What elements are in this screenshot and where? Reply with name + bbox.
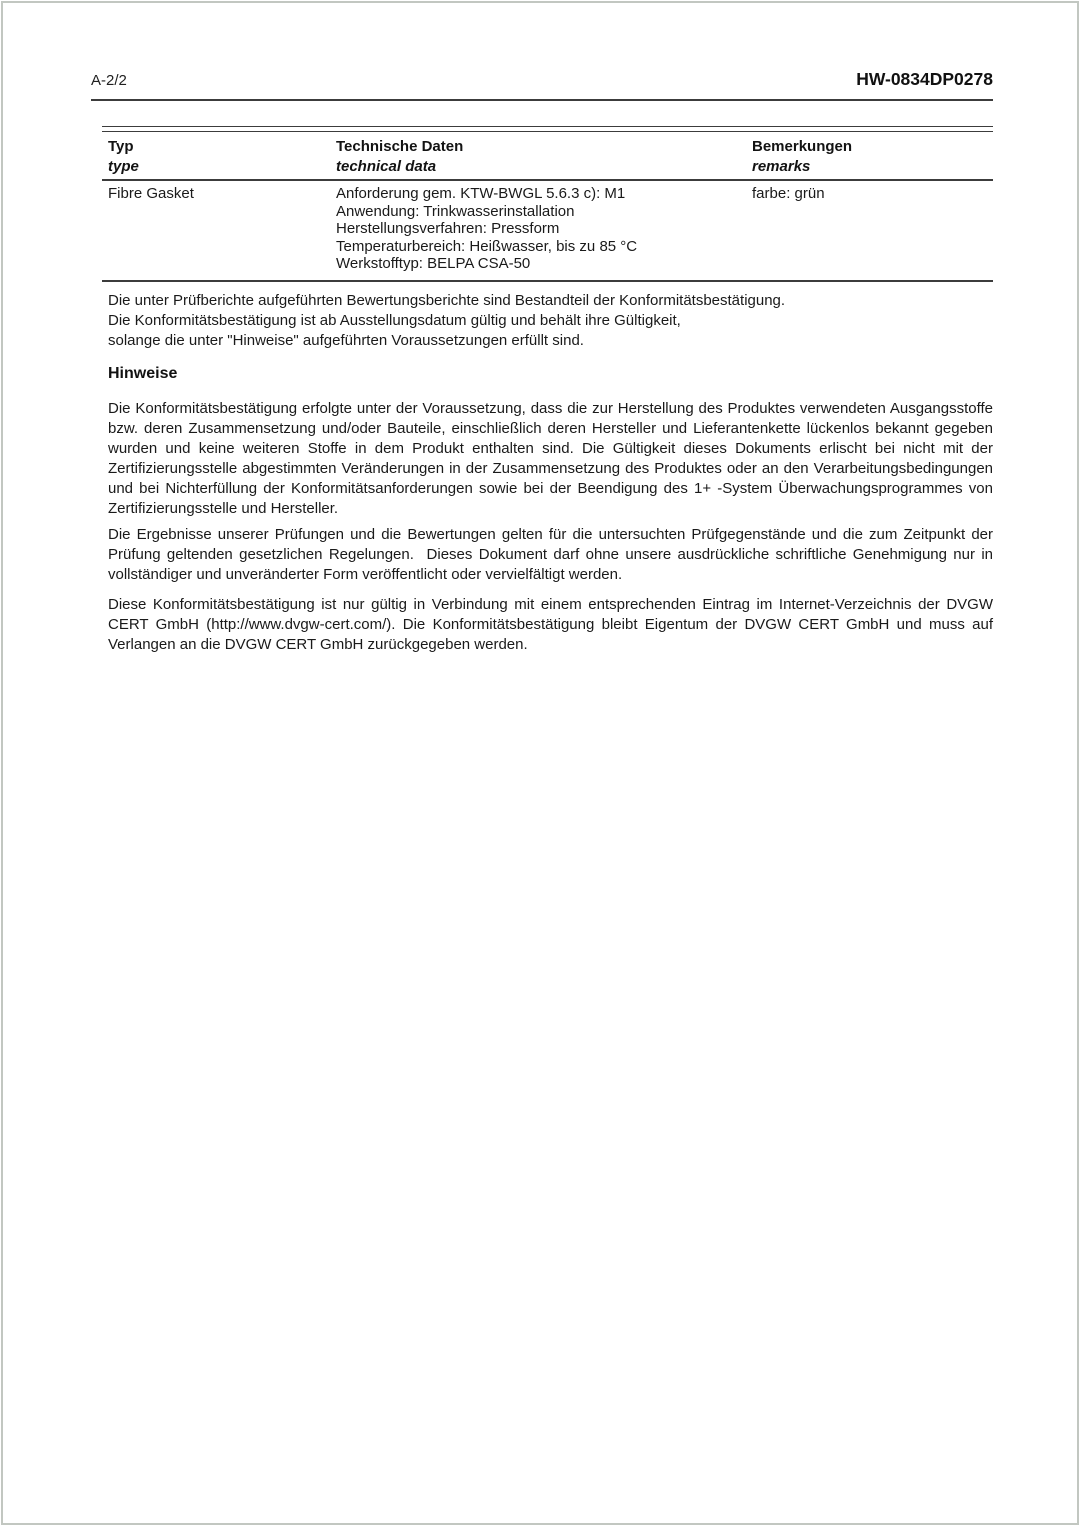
column-header-technical-data-en: technical data: [336, 158, 437, 175]
intro-line: solange die unter "Hinweise" aufgeführten Voraussetzungen erfüllt sind.: [108, 332, 584, 349]
intro-line: Die unter Prüfberichte aufgeführten Bewertungsberichte sind Bestandteil der Konformitätsbestätigung.: [108, 292, 786, 309]
spec-table: [102, 126, 993, 282]
document-number: HW-0834DP0278: [856, 69, 993, 89]
intro-paragraph: [108, 291, 993, 351]
column-header-type: [102, 132, 330, 179]
notes-heading: Hinweise: [108, 365, 178, 382]
technical-data-line: Werkstofftyp: BELPA CSA-50: [336, 255, 531, 272]
document-header: [91, 69, 993, 90]
header-rule: [91, 99, 993, 101]
column-header-type-de: Typ: [108, 138, 134, 155]
technical-data-line: Herstellungsverfahren: Pressform: [336, 220, 560, 237]
column-header-technical-data: [330, 132, 746, 179]
notes-paragraph-validity: Diese Konformitätsbestätigung ist nur gültig in Verbindung mit einem entsprechenden Eintrag im Internet-Verzeichnis der DVGW CERT GmbH (http://www.dvgw-cert.com/). Die Konformitätsbestätigung bleibt Eigentum der DVGW CERT GmbH und muss auf Verlangen an die DVGW CERT GmbH zurückgegeben werden.: [108, 596, 993, 653]
column-header-remarks-en: remarks: [752, 158, 811, 175]
table-row: [102, 181, 993, 280]
column-header-remarks: [746, 132, 993, 179]
table-bottom-rule: [102, 280, 993, 282]
cell-type: Fibre Gasket: [108, 185, 194, 202]
intro-line: Die Konformitätsbestätigung ist ab Ausstellungsdatum gültig und behält ihre Gültigkeit,: [108, 312, 681, 329]
column-header-type-en: type: [108, 158, 139, 175]
column-header-remarks-de: Bemerkungen: [752, 138, 853, 155]
column-header-technical-data-de: Technische Daten: [336, 138, 464, 155]
page-reference: A-2/2: [91, 72, 127, 89]
technical-data-line: Temperaturbereich: Heißwasser, bis zu 85 °C: [336, 237, 638, 255]
page-border: [1, 1, 1079, 1525]
notes-paragraph-results: Die Ergebnisse unserer Prüfungen und die Bewertungen gelten für die untersuchten Prüfgegenstände und die zum Zeitpunkt der Prüfung geltenden gesetzlichen Regelungen. Dieses Dokument darf ohne unsere ausdrückliche schriftliche Genehmigung nur in vollständiger und unveränderter Form veröffentlicht oder vervielfältigt werden.: [108, 526, 993, 583]
technical-data-line: Anforderung gem. KTW-BWGL 5.6.3 c): M1: [336, 185, 626, 202]
notes-paragraph-conditions: Die Konformitätsbestätigung erfolgte unter der Voraussetzung, dass die zur Herstellung des Produktes verwendeten Ausgangsstoffe bzw. deren Zusammensetzung und/oder Bauteile, einschließlich deren Hersteller und Lieferantenkette lückenlos bekannt gegeben wurden und keine weiteren Stoffe in dem Produkt enthalten sind. Die Gültigkeit dieses Dokuments erlischt bei nicht mit der Zertifizierungsstelle abgestimmten Veränderungen in der Zusammensetzung des Produktes oder an den Verarbeitungsbedingungen und bei Nichterfüllung der Konformitätsanforderungen sowie bei der Beendigung des 1+ -System Überwachungsprogrammes von Zertifizierungsstelle und Hersteller.: [108, 400, 993, 517]
technical-data-line: Anwendung: Trinkwasserinstallation: [336, 202, 575, 220]
cell-remarks: farbe: grün: [752, 185, 825, 202]
table-header-row: [102, 132, 993, 179]
cell-technical-data: [330, 181, 746, 280]
